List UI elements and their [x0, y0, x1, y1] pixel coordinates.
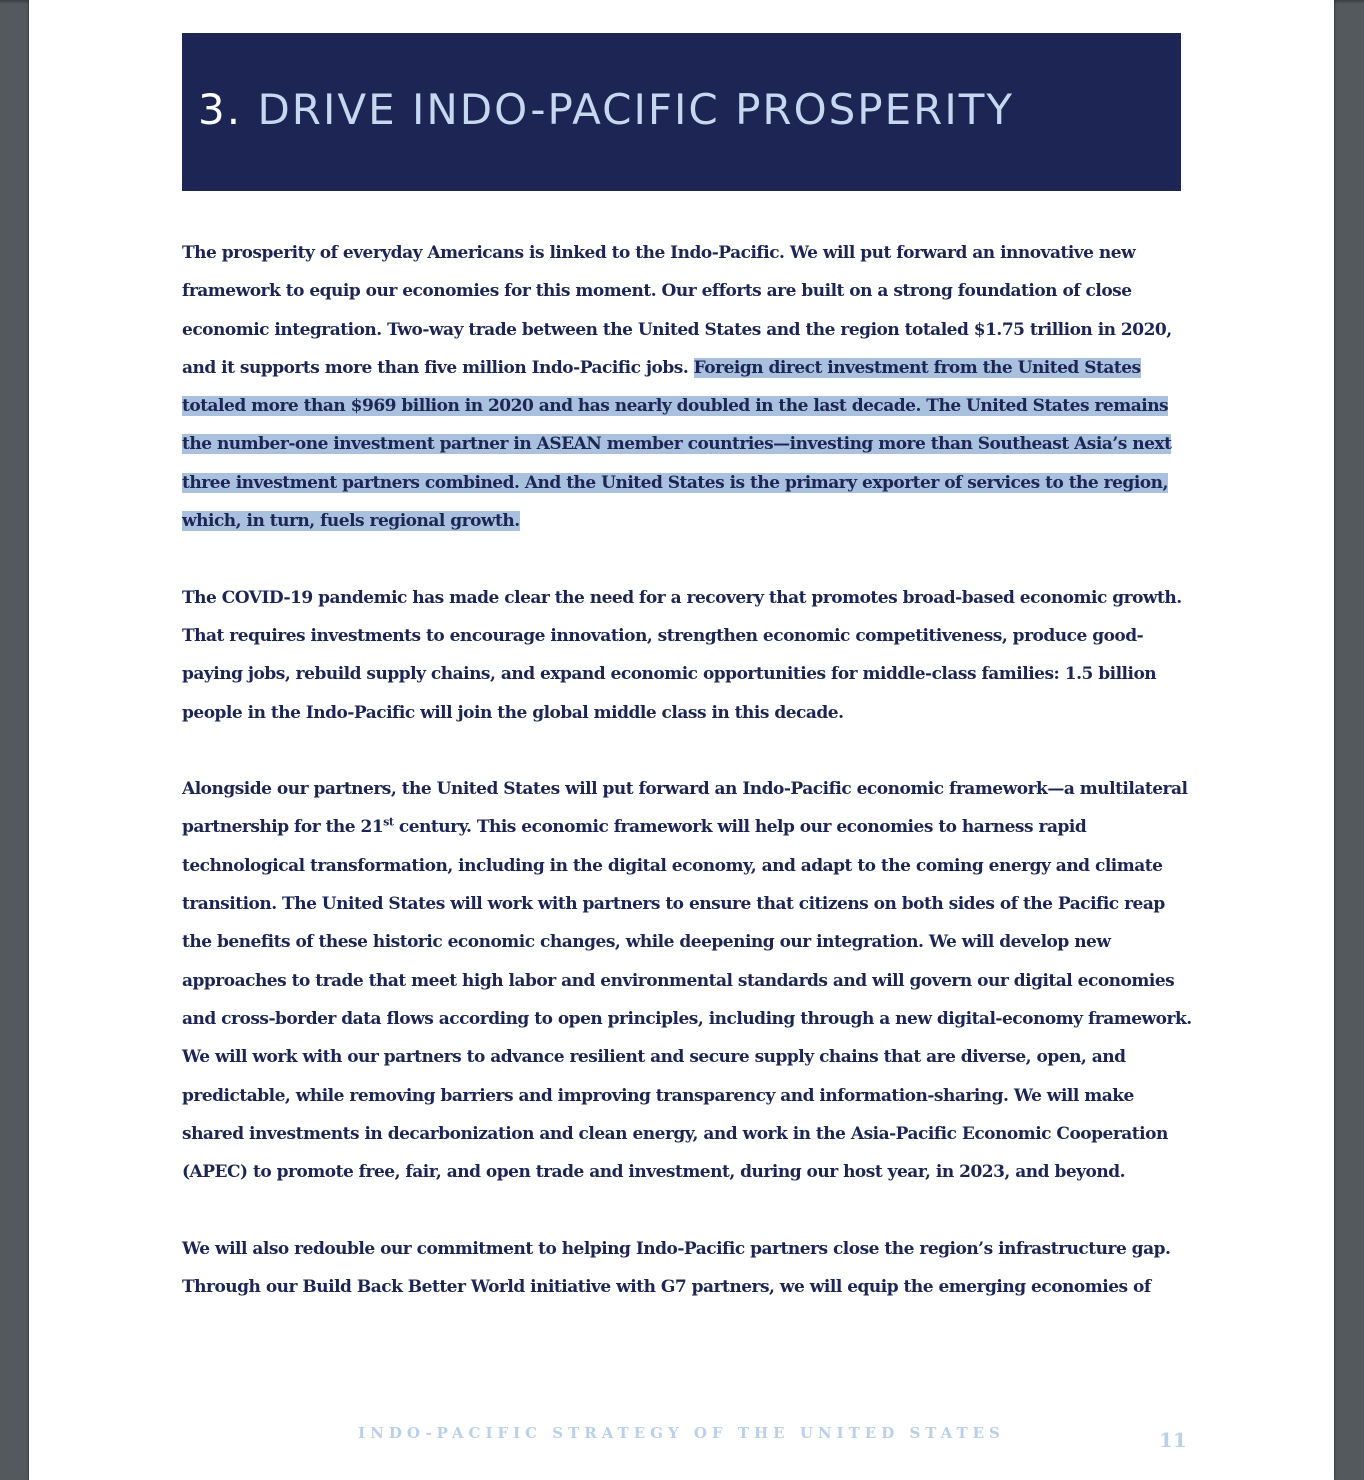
paragraph-prosperity[interactable] — [182, 234, 1192, 540]
body-text — [182, 234, 1192, 1345]
section-number: 3. — [198, 85, 243, 134]
page-number: 11 — [1159, 1428, 1187, 1452]
running-footer: INDO-PACIFIC STRATEGY OF THE UNITED STATES — [358, 1424, 1005, 1442]
paragraph-lead-text: The prosperity of everyday Americans is linked to the Indo-Pacific. We will put forward an innovative new framework to equip our economies for this moment. Our efforts are built on a strong foundation of close economic integration. Two-way trade between the United States and the region totaled $1.75 trillion in 2020, and it supports more than five million Indo-Pacific jobs. — [182, 243, 1172, 378]
document-page — [29, 0, 1334, 1480]
section-banner — [182, 33, 1181, 191]
highlighted-selection[interactable]: Foreign direct investment from the United States totaled more than $969 billion in 2020 and has nearly doubled in the last decade. The United States remains the number-one investment partner in ASEAN member countries—investing more than Southeast Asia’s next three investment partners combined. And the United States is the primary exporter of services to the region, which, in turn, fuels regional growth. — [182, 357, 1172, 532]
superscript-st: st — [383, 815, 394, 829]
paragraph-framework-start: Alongside our partners, the United States will put forward an Indo-Pacific economic framework—a multilateral partnership for the 21 — [182, 779, 1188, 838]
paragraph-covid[interactable]: The COVID-19 pandemic has made clear the need for a recovery that promotes broad-based economic growth. That requires investments to encourage innovation, strengthen economic competitiveness, produce good-paying jobs, rebuild supply chains, and expand economic opportunities for middle-class families: 1.5 billion people in the Indo-Pacific will join the global middle class in this decade. — [182, 587, 1182, 723]
paragraph-framework-rest: century. This economic framework will help our economies to harness rapid technological transformation, including in the digital economy, and adapt to the coming energy and climate transition. The United States will work with partners to ensure that citizens on both sides of the Pacific reap the benefits of these historic economic changes, while deepening our integration. We will develop new approaches to trade that meet high labor and environmental standards and will govern our digital economies and cross-border data flows according to open principles, including through a new digital-economy framework. We will work with our partners to advance resilient and secure supply chains that are diverse, open, and predictable, while removing barriers and improving transparency and information-sharing. We will make shared investments in decarbonization and clean energy, and work in the Asia-Pacific Economic Cooperation (APEC) to promote free, fair, and open trade and investment, during our host year, in 2023, and beyond. — [182, 817, 1192, 1183]
paragraph-infrastructure[interactable]: We will also redouble our commitment to helping Indo-Pacific partners close the region’s infrastructure gap. Through our Build Back Better World initiative with G7 partners, we will equip the emerging economies of — [182, 1238, 1171, 1298]
section-title — [198, 85, 1014, 134]
paragraph-economic-framework[interactable] — [182, 770, 1192, 1191]
section-title-text: DRIVE INDO-PACIFIC PROSPERITY — [257, 85, 1015, 134]
